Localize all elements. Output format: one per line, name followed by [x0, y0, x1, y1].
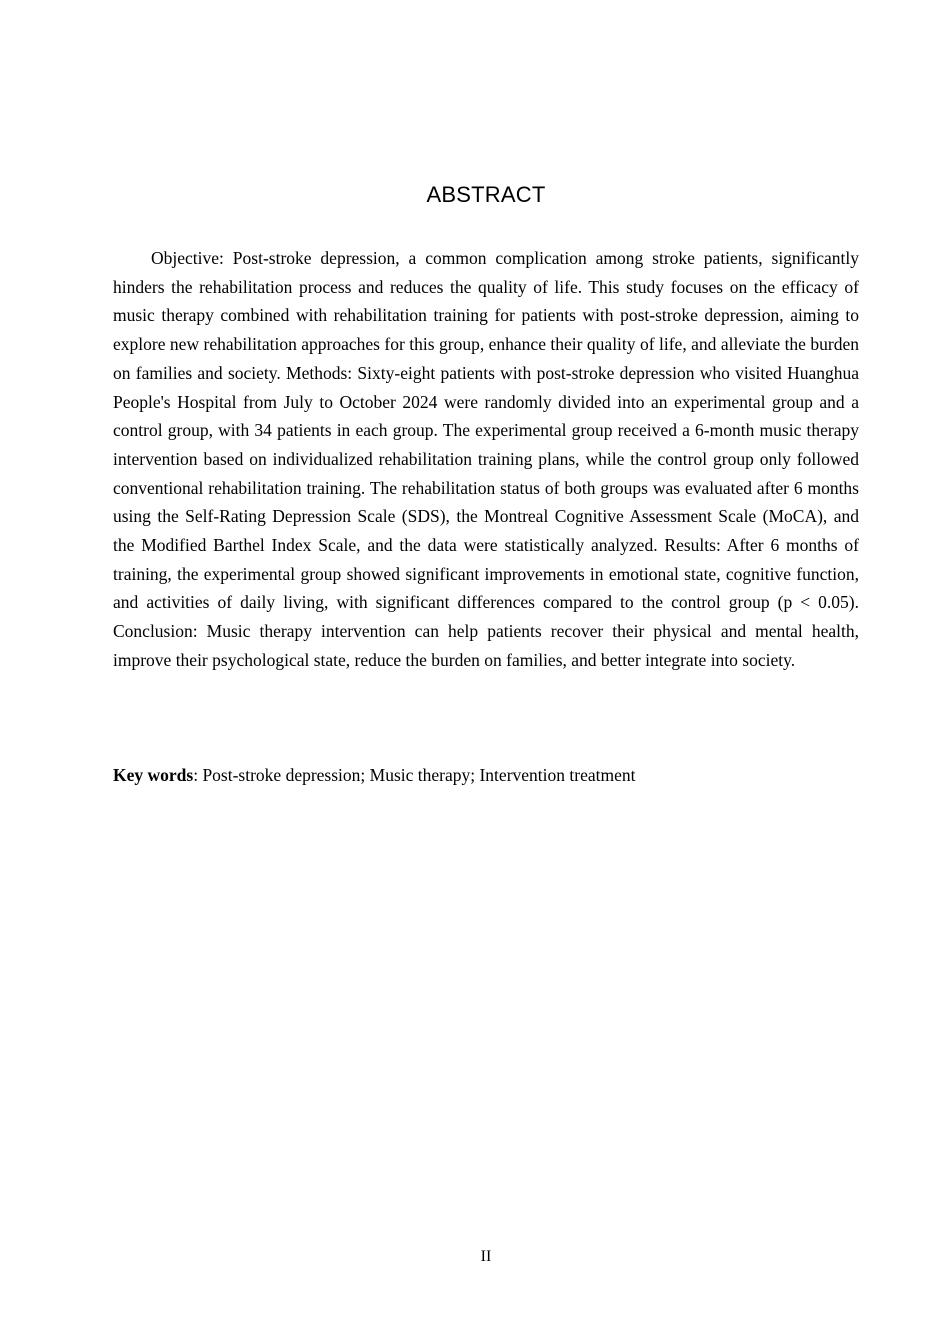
abstract-heading: ABSTRACT: [426, 182, 546, 207]
keywords-list: : Post-stroke depression; Music therapy; Intervention treatment: [193, 765, 636, 785]
page-number: II: [480, 1248, 492, 1265]
abstract-paragraph: Objective: Post-stroke depression, a common complication among stroke patients, significantly hinders the rehabilitation process and reduces the quality of life. This study focuses on the efficacy of music therapy combined with rehabilitation training for patients with post-stroke depression, aiming to explore new rehabilitation approaches for this group, enhance their quality of life, and alleviate the burden on families and society. Methods: Sixty-eight patients with post-stroke depression who visited Huanghua People's Hospital from July to October 2024 were randomly divided into an experimental group and a control group, with 34 patients in each group. The experimental group received a 6-month music therapy intervention based on individualized rehabilitation training plans, while the control group only followed conventional rehabilitation training. The rehabilitation status of both groups was evaluated after 6 months using the Self-Rating Depression Scale (SDS), the Montreal Cognitive Assessment Scale (MoCA), and the Modified Barthel Index Scale, and the data were statistically analyzed. Results: After 6 months of training, the experimental group showed significant improvements in emotional state, cognitive function, and activities of daily living, with significant differences compared to the control group (p < 0.05). Conclusion: Music therapy intervention can help patients recover their physical and mental health, improve their psychological state, reduce the burden on families, and better integrate into society.: [113, 248, 859, 670]
keywords-line: [113, 761, 859, 790]
keywords-label: Key words: [113, 765, 194, 785]
